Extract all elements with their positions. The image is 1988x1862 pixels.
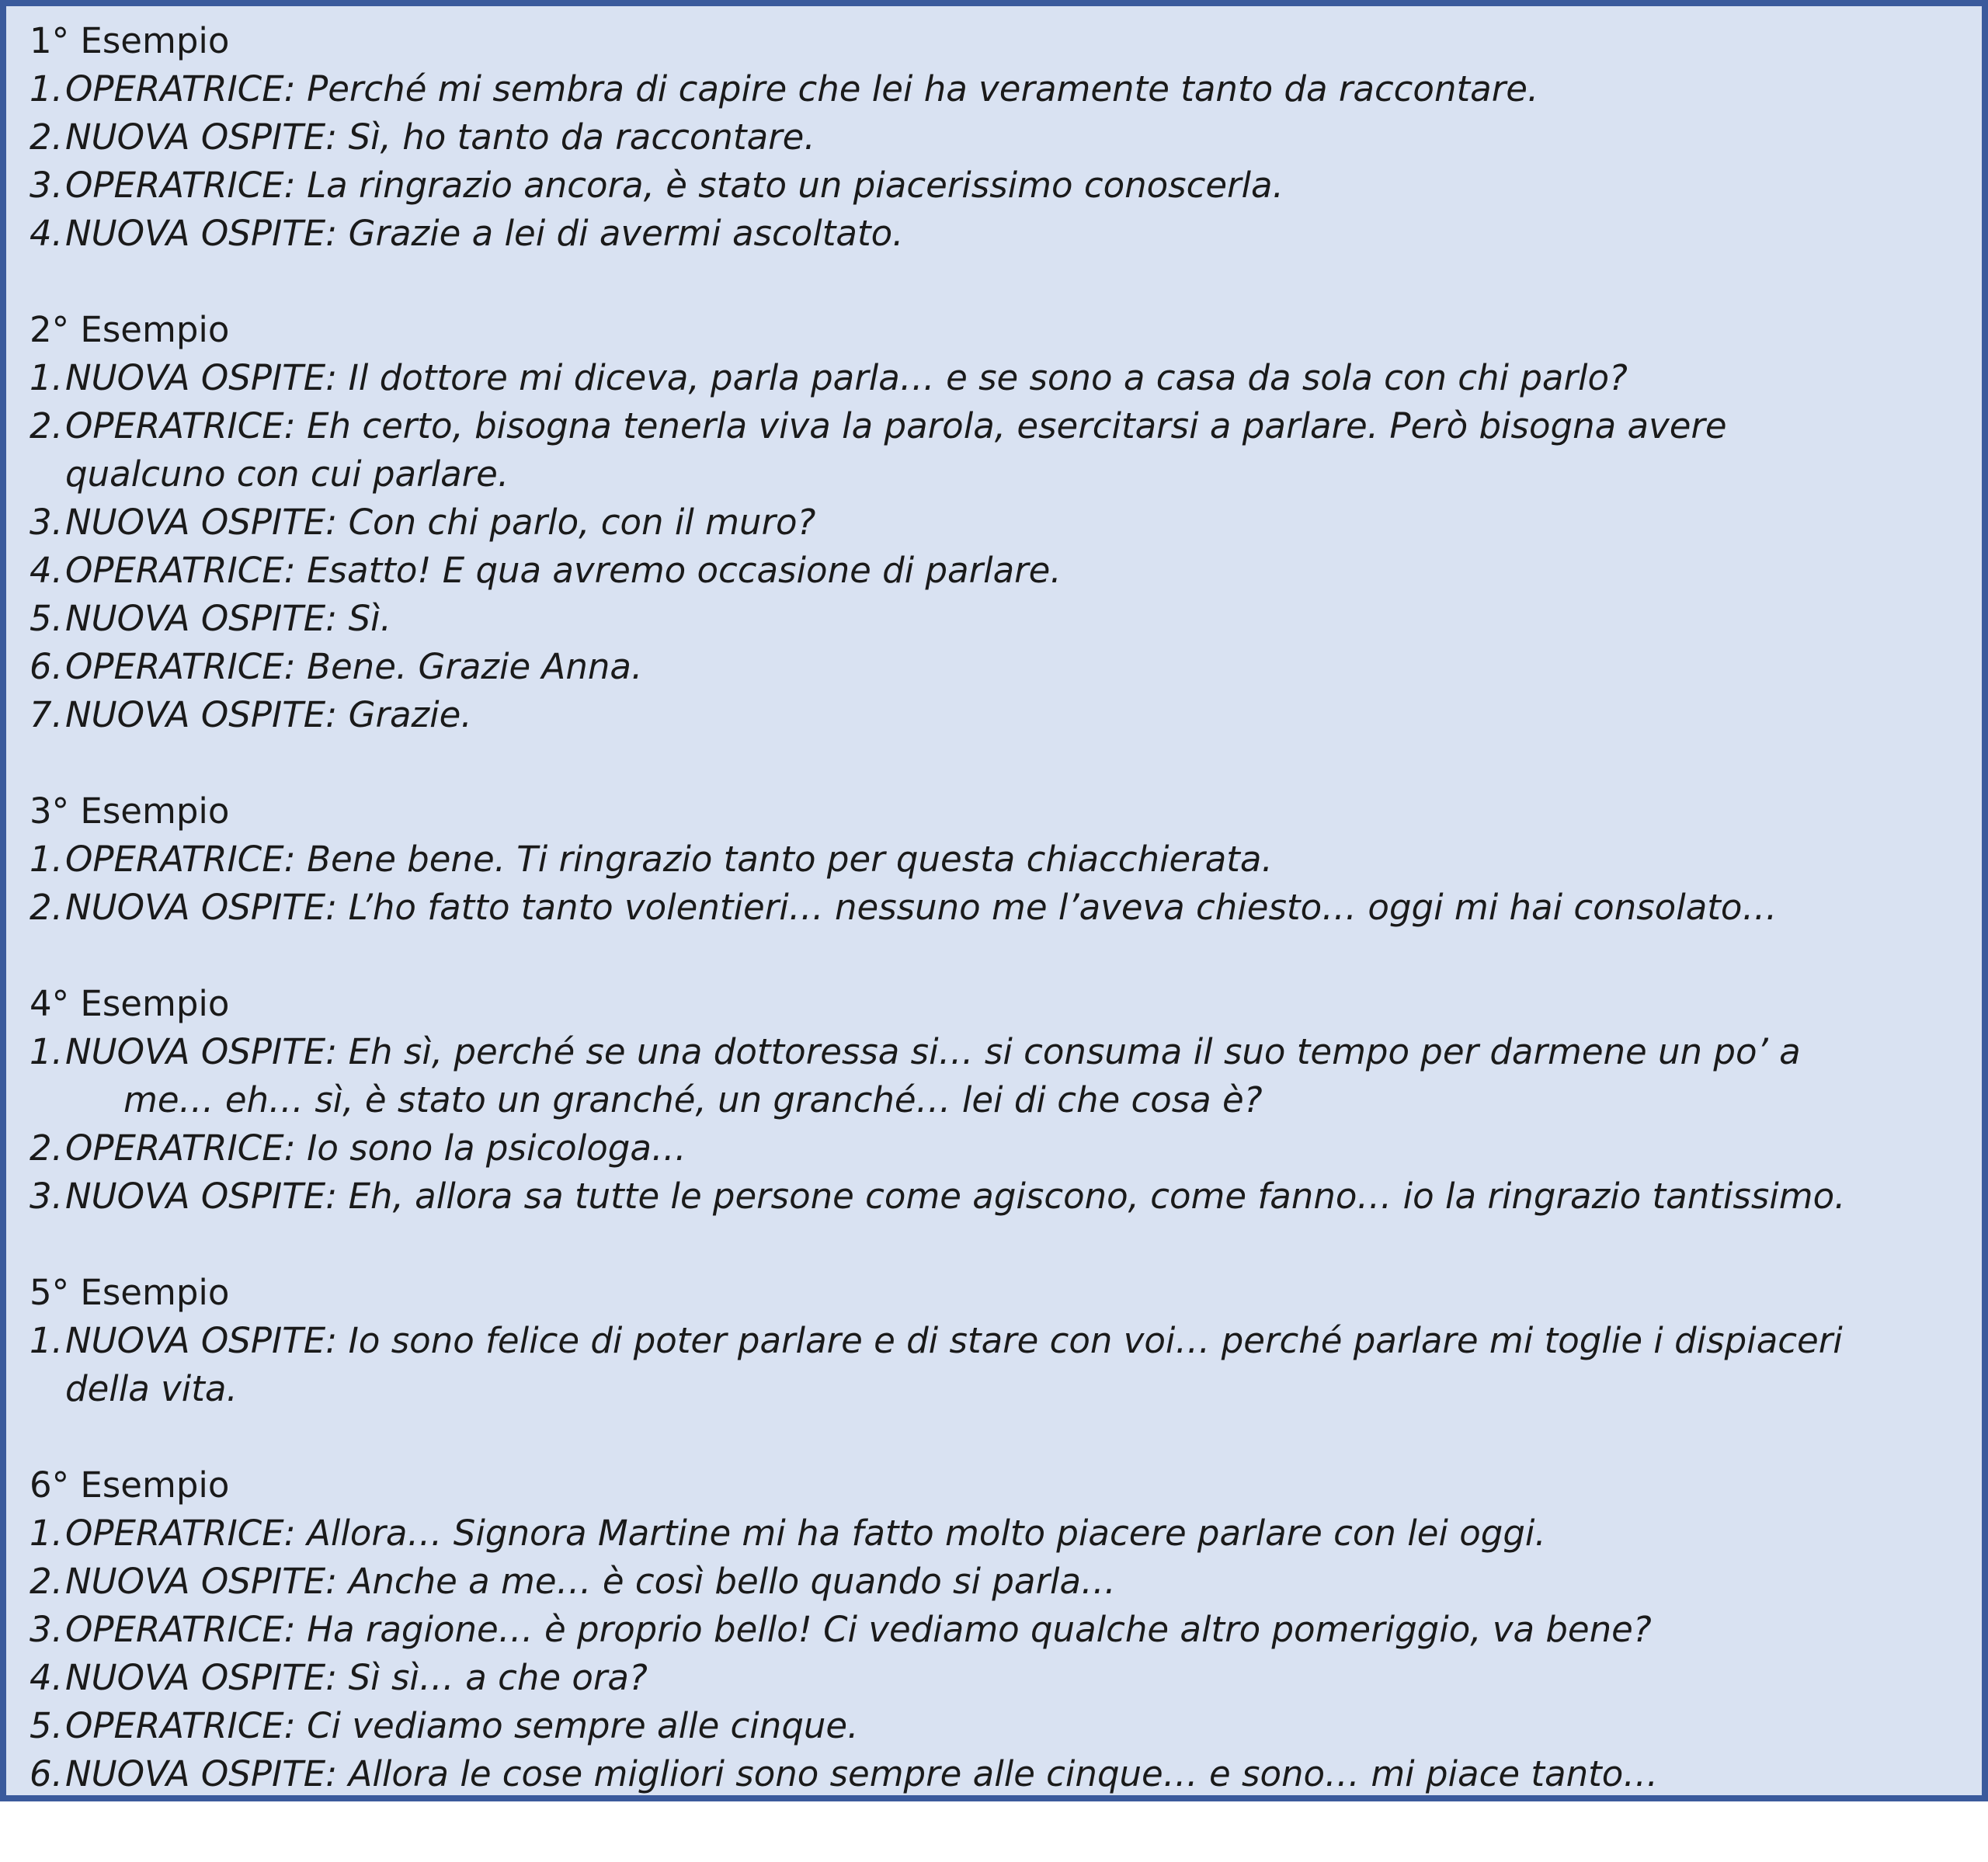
example-section	[30, 1461, 1962, 1798]
line-text: NUOVA OSPITE: Anche a me… è così bello quando si parla…	[65, 1561, 1117, 1602]
dialogue-line	[30, 1317, 1962, 1413]
line-text: NUOVA OSPITE: Allora le cose migliori sono sempre alle cinque… e sono… mi piace tanto…	[65, 1753, 1659, 1794]
line-number: 1.	[30, 1513, 63, 1554]
line-number: 1.	[30, 839, 63, 880]
line-number: 4.	[30, 1657, 63, 1698]
line-text: NUOVA OSPITE: L’ho fatto tanto volentieri… nessuno me l’aveva chiesto… oggi mi hai consolato…	[65, 887, 1778, 928]
line-text: NUOVA OSPITE: Grazie a lei di avermi ascoltato.	[65, 213, 904, 254]
line-text: OPERATRICE: Bene bene. Ti ringrazio tanto per questa chiacchierata.	[65, 839, 1273, 880]
line-text-wrapped	[65, 1028, 1962, 1124]
line-text: OPERATRICE: Io sono la psicologa…	[65, 1127, 686, 1169]
section-heading: 2° Esempio	[30, 309, 230, 350]
line-number: 2.	[30, 405, 63, 446]
dialogue-line	[30, 643, 1962, 691]
dialogue-line	[30, 113, 1962, 162]
line-text: OPERATRICE: Eh certo, bisogna tenerla viva la parola, esercitarsi a parlare. Però bisogna avere	[65, 405, 1727, 446]
line-number: 6.	[30, 646, 63, 687]
line-text: NUOVA OSPITE: Sì, ho tanto da raccontare.	[65, 116, 815, 158]
dialogue-line	[30, 835, 1962, 884]
line-text-wrapped	[65, 402, 1962, 499]
line-text: OPERATRICE: Ci vediamo sempre alle cinque.	[65, 1705, 859, 1746]
line-number: 7.	[30, 694, 63, 735]
line-number: 2.	[30, 116, 63, 158]
line-text: NUOVA OSPITE: Eh, allora sa tutte le persone come agiscono, come fanno… io la ringrazio tantissimo.	[65, 1176, 1846, 1217]
dialogue-line	[30, 691, 1962, 739]
line-continuation: della vita.	[65, 1368, 238, 1409]
section-heading: 1° Esempio	[30, 20, 230, 61]
line-text: NUOVA OSPITE: Sì.	[65, 598, 391, 639]
line-text: NUOVA OSPITE: Grazie.	[65, 694, 472, 735]
example-section	[30, 17, 1962, 258]
example-section	[30, 787, 1962, 932]
line-text: OPERATRICE: Allora… Signora Martine mi ha fatto molto piacere parlare con lei oggi.	[65, 1513, 1546, 1554]
line-text: OPERATRICE: Ha ragione… è proprio bello! Ci vediamo qualche altro pomeriggio, va bene?	[65, 1609, 1652, 1650]
dialogue-line	[30, 1028, 1962, 1124]
line-text: NUOVA OSPITE: Il dottore mi diceva, parla parla… e se sono a casa da sola con chi parlo?	[65, 357, 1628, 398]
section-heading: 3° Esempio	[30, 790, 230, 832]
line-text: OPERATRICE: La ringrazio ancora, è stato un piacerissimo conoscerla.	[65, 165, 1284, 206]
dialogue-line	[30, 210, 1962, 258]
section-heading: 4° Esempio	[30, 983, 230, 1024]
dialogue-line	[30, 1654, 1962, 1702]
line-number: 1.	[30, 1320, 63, 1361]
dialogue-line	[30, 65, 1962, 113]
dialogue-line	[30, 595, 1962, 643]
example-section	[30, 980, 1962, 1221]
dialogue-line	[30, 1124, 1962, 1172]
line-text: OPERATRICE: Perché mi sembra di capire che lei ha veramente tanto da raccontare.	[65, 68, 1539, 109]
dialogue-line	[30, 1558, 1962, 1606]
line-number: 3.	[30, 1609, 63, 1650]
dialogue-line	[30, 1750, 1962, 1798]
line-text: NUOVA OSPITE: Eh sì, perché se una dottoressa si… si consuma il suo tempo per darmene un po’ a	[65, 1031, 1801, 1072]
line-text: NUOVA OSPITE: Con chi parlo, con il muro?	[65, 502, 816, 543]
dialogue-line	[30, 354, 1962, 402]
line-number: 3.	[30, 1176, 63, 1217]
line-text-wrapped	[65, 1317, 1962, 1413]
line-continuation: me… eh… sì, è stato un granché, un granché… lei di che cosa è?	[123, 1079, 1263, 1120]
line-number: 2.	[30, 1561, 63, 1602]
line-text: OPERATRICE: Esatto! E qua avremo occasione di parlare.	[65, 550, 1062, 591]
line-number: 6.	[30, 1753, 63, 1794]
line-number: 2.	[30, 1127, 63, 1169]
dialogue-line	[30, 1172, 1962, 1221]
dialogue-line	[30, 499, 1962, 547]
dialogue-line	[30, 1606, 1962, 1654]
line-number: 1.	[30, 357, 63, 398]
line-text: NUOVA OSPITE: Io sono felice di poter parlare e di stare con voi… perché parlare mi toglie i dispiaceri	[65, 1320, 1843, 1361]
line-number: 4.	[30, 550, 63, 591]
dialogue-line	[30, 162, 1962, 210]
section-heading: 6° Esempio	[30, 1464, 230, 1506]
line-number: 4.	[30, 213, 63, 254]
example-section	[30, 306, 1962, 739]
line-continuation: qualcuno con cui parlare.	[65, 453, 509, 495]
line-number: 2.	[30, 887, 63, 928]
dialogue-line	[30, 1702, 1962, 1750]
line-text: OPERATRICE: Bene. Grazie Anna.	[65, 646, 643, 687]
line-number: 3.	[30, 165, 63, 206]
line-number: 1.	[30, 1031, 63, 1072]
line-number: 1.	[30, 68, 63, 109]
dialogue-line	[30, 1509, 1962, 1558]
example-section	[30, 1269, 1962, 1413]
section-heading: 5° Esempio	[30, 1272, 230, 1313]
line-number: 5.	[30, 1705, 63, 1746]
line-text: NUOVA OSPITE: Sì sì… a che ora?	[65, 1657, 648, 1698]
line-number: 3.	[30, 502, 63, 543]
dialogue-line	[30, 884, 1962, 932]
line-number: 5.	[30, 598, 63, 639]
dialogue-line	[30, 547, 1962, 595]
dialogue-line	[30, 402, 1962, 499]
